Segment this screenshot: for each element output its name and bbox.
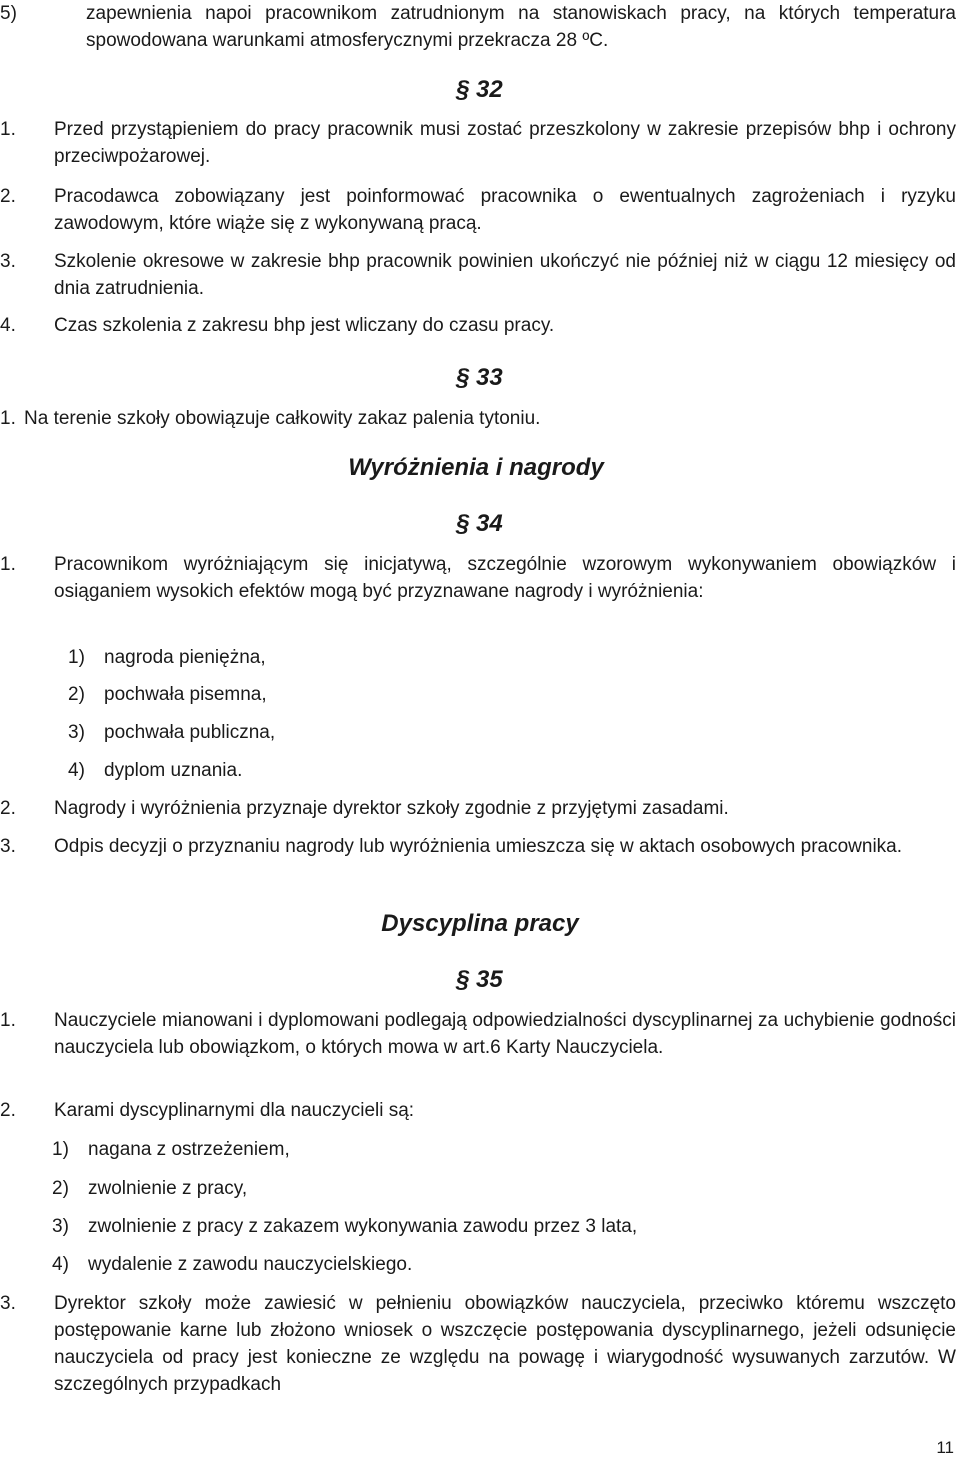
item-number: 2. <box>0 1100 16 1121</box>
list-item <box>0 795 956 822</box>
sub-item-text: dyplom uznania. <box>104 760 243 781</box>
section-heading-35: § 35 <box>456 966 503 993</box>
sub-item-text: pochwała publiczna, <box>104 722 276 743</box>
sub-item-number: 2) <box>68 684 85 705</box>
section-heading-34: § 34 <box>456 510 503 537</box>
item-text: Karami dyscyplinarnymi dla nauczycieli są: <box>54 1100 415 1121</box>
list-item <box>0 0 956 54</box>
list-item <box>0 1097 956 1124</box>
list-item <box>0 1007 956 1061</box>
item-text: Pracodawca zobowiązany jest poinformować pracownika o ewentualnych zagrożeniach i ryzyku zawodowym, które wiąże się z wykonywaną pracą. <box>54 186 956 234</box>
item-text: Pracownikom wyróżniającym się inicjatywą, szczególnie wzorowym wykonywaniem obowiązków i osiąganiem wysokich efektów mogą być przyznawane nagrody i wyróżnienia: <box>54 554 956 602</box>
item-text: Na terenie szkoły obowiązuje całkowity zakaz palenia tytoniu. <box>24 408 541 429</box>
item-number: 1. <box>0 1010 16 1031</box>
sub-list-item <box>52 1251 412 1278</box>
sub-item-text: nagroda pieniężna, <box>104 647 266 668</box>
sub-list-item <box>52 1175 247 1202</box>
list-item <box>0 1290 956 1398</box>
item-number: 1. <box>0 408 16 429</box>
item-number: 2. <box>0 798 16 819</box>
list-item <box>0 551 956 605</box>
sub-list-item <box>68 681 267 708</box>
chapter-heading-awards: Wyróżnienia i nagrody <box>348 454 604 481</box>
item-text: Szkolenie okresowe w zakresie bhp pracownik powinien ukończyć nie później niż w ciągu 12 miesięcy od dnia zatrudnienia. <box>54 251 956 299</box>
item-number: 2. <box>0 186 16 207</box>
sub-item-number: 4) <box>68 760 85 781</box>
item-number: 5) <box>0 3 17 24</box>
list-item <box>0 248 956 302</box>
list-item <box>0 116 956 170</box>
sub-list-item <box>68 757 242 784</box>
section-heading-32: § 32 <box>456 76 503 103</box>
sub-item-number: 3) <box>52 1216 69 1237</box>
sub-item-number: 2) <box>52 1178 69 1199</box>
sub-list-item <box>68 644 266 671</box>
item-number: 1. <box>0 119 16 140</box>
page-number: 11 <box>936 1438 954 1457</box>
list-item <box>0 183 956 237</box>
sub-item-number: 3) <box>68 722 85 743</box>
item-text: Nauczyciele mianowani i dyplomowani podlegają odpowiedzialności dyscyplinarnej za uchybienie godności nauczyciela lub obowiązkom, o których mowa w art.6 Karty Nauczyciela. <box>54 1010 956 1058</box>
item-number: 4. <box>0 315 16 336</box>
chapter-heading-discipline: Dyscyplina pracy <box>381 910 579 937</box>
item-number: 3. <box>0 836 16 857</box>
sub-list-item <box>52 1136 290 1163</box>
item-number: 3. <box>0 251 16 272</box>
section-heading-33: § 33 <box>456 364 503 391</box>
item-text: Nagrody i wyróżnienia przyznaje dyrektor szkoły zgodnie z przyjętymi zasadami. <box>54 798 729 819</box>
item-text: Czas szkolenia z zakresu bhp jest wliczany do czasu pracy. <box>54 315 555 336</box>
list-item <box>0 833 956 860</box>
sub-item-text: zwolnienie z pracy, <box>88 1178 248 1199</box>
sub-item-number: 1) <box>68 647 85 668</box>
item-text: Przed przystąpieniem do pracy pracownik musi zostać przeszkolony w zakresie przepisów bhp i ochrony przeciwpożarowej. <box>54 119 956 167</box>
sub-item-text: zwolnienie z pracy z zakazem wykonywania zawodu przez 3 lata, <box>88 1216 638 1237</box>
sub-list-item <box>52 1213 637 1240</box>
sub-item-text: pochwała pisemna, <box>104 684 267 705</box>
list-item <box>0 312 956 339</box>
item-text: Odpis decyzji o przyznaniu nagrody lub wyróżnienia umieszcza się w aktach osobowych pracownika. <box>54 836 903 857</box>
item-number: 3. <box>0 1293 16 1314</box>
sub-item-text: wydalenie z zawodu nauczycielskiego. <box>88 1254 413 1275</box>
list-item <box>0 405 956 432</box>
item-text: Dyrektor szkoły może zawiesić w pełnieniu obowiązków nauczyciela, przeciwko któremu wszczęto postępowanie karne lub złożono wniosek o wszczęcie postępowania dyscyplinarnego, jeżeli odsunięcie nauczyciela od pracy jest konieczne ze względu na powagę i wiarygodność wysuwanych zarzutów. W szczególnych przypadkach <box>54 1293 956 1395</box>
sub-list-item <box>68 719 275 746</box>
sub-item-text: nagana z ostrzeżeniem, <box>88 1139 290 1160</box>
sub-item-number: 4) <box>52 1254 69 1275</box>
sub-item-number: 1) <box>52 1139 69 1160</box>
item-number: 1. <box>0 554 16 575</box>
item-text: zapewnienia napoi pracownikom zatrudnionym na stanowiskach pracy, na których temperatura spowodowana warunkami atmosferycznymi przekracza 28 ºC. <box>86 3 956 51</box>
